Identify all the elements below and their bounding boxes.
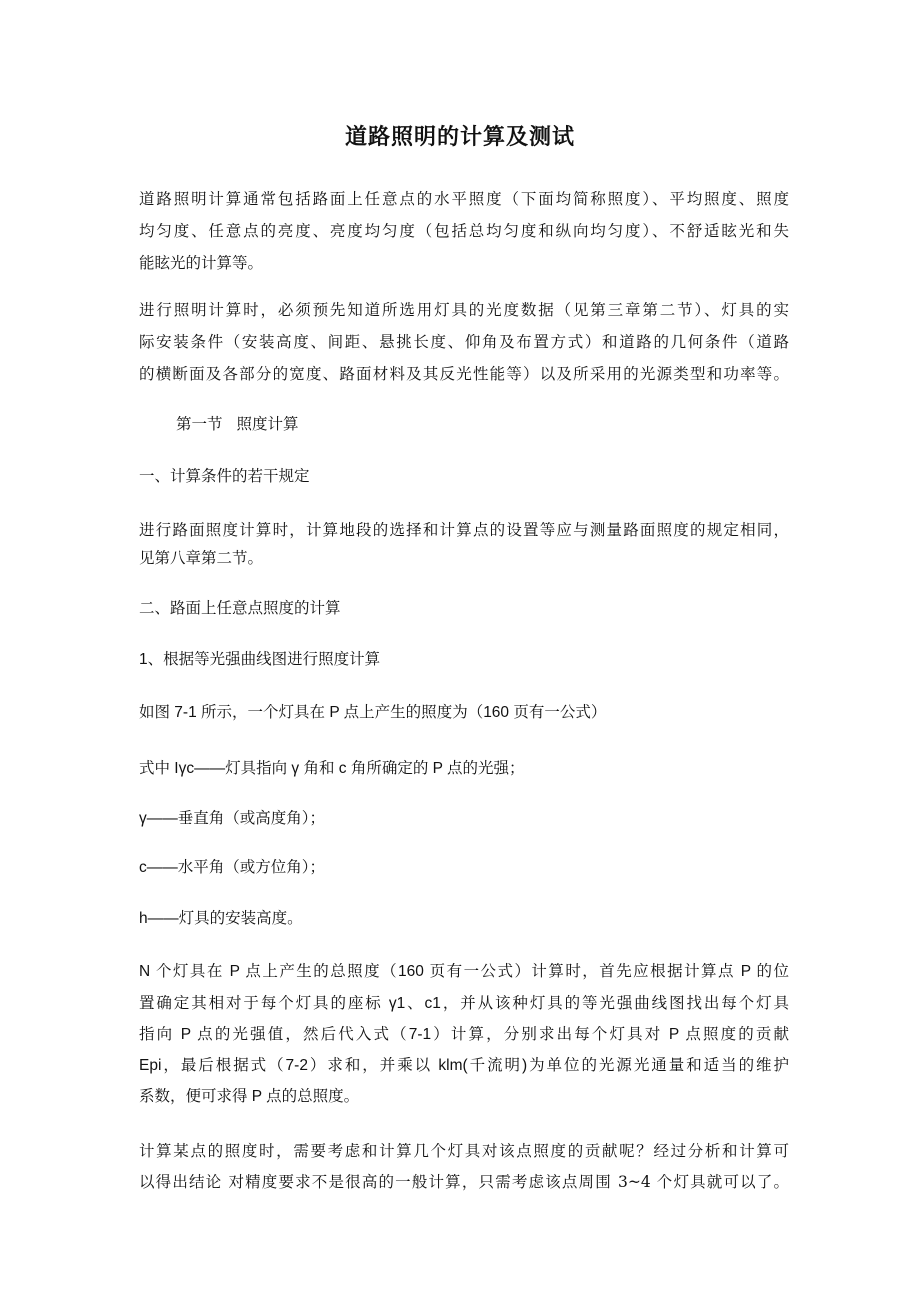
paragraph-line: 见第八章第二节。 bbox=[139, 549, 264, 567]
paragraph-line: 道路照明计算通常包括路面上任意点的水平照度（下面均简称照度）、平均照度、照度 bbox=[139, 190, 789, 208]
definition-item: c——水平角（或方位角）； bbox=[139, 859, 326, 876]
definition-item: γ——垂直角（或高度角）； bbox=[139, 810, 326, 827]
paragraph-line: 置确定其相对于每个灯具的座标 γ1、c1，并从该种灯具的等光强曲线图找出每个灯具 bbox=[139, 995, 789, 1012]
paragraph-line: 计算某点的照度时，需要考虑和计算几个灯具对该点照度的贡献呢？经过分析和计算可 bbox=[139, 1142, 789, 1160]
definition-item: 式中 Iγc——灯具指向 γ 角和 c 角所确定的 P 点的光强； bbox=[139, 760, 525, 777]
paragraph-line: 以得出结论 对精度要求不是很高的一般计算，只需考虑该点周围 3~4 个灯具就可以了。 bbox=[139, 1173, 789, 1191]
subheading-1: 1、根据等光强曲线图进行照度计算 bbox=[139, 651, 381, 668]
figure-reference: 如图 7-1 所示，一个灯具在 P 点上产生的照度为（160 页有一公式） bbox=[139, 704, 607, 721]
paragraph-line: Epi，最后根据式（7-2）求和，并乘以 klm(千流明)为单位的光源光通量和适当的维护 bbox=[139, 1057, 789, 1074]
definition-item: h——灯具的安装高度。 bbox=[139, 910, 303, 927]
paragraph-line: 进行路面照度计算时，计算地段的选择和计算点的设置等应与测量路面照度的规定相同， bbox=[139, 521, 789, 539]
document-title: 道路照明的计算及测试 bbox=[344, 125, 575, 150]
section-name: 照度计算 bbox=[236, 415, 299, 433]
section-heading bbox=[176, 414, 826, 434]
paragraph-line: 能眩光的计算等。 bbox=[139, 254, 264, 272]
section-number: 第一节 bbox=[176, 415, 223, 433]
heading-2: 二、路面上任意点照度的计算 bbox=[139, 599, 341, 617]
paragraph-line: 均匀度、任意点的亮度、亮度均匀度（包括总均匀度和纵向均匀度）、不舒适眩光和失 bbox=[139, 222, 789, 240]
paragraph-line: 进行照明计算时，必须预先知道所选用灯具的光度数据（见第三章第二节）、灯具的实 bbox=[139, 301, 789, 319]
paragraph-line: 的横断面及各部分的宽度、路面材料及其反光性能等）以及所采用的光源类型和功率等。 bbox=[139, 365, 789, 383]
paragraph-line: 系数，便可求得 P 点的总照度。 bbox=[139, 1088, 360, 1105]
heading-1: 一、计算条件的若干规定 bbox=[139, 467, 310, 485]
paragraph-line: 际安装条件（安装高度、间距、悬挑长度、仰角及布置方式）和道路的几何条件（道路 bbox=[139, 333, 789, 351]
paragraph-line: N 个灯具在 P 点上产生的总照度（160 页有一公式）计算时，首先应根据计算点 P 的位 bbox=[139, 963, 789, 980]
paragraph-line: 指向 P 点的光强值，然后代入式（7-1）计算，分别求出每个灯具对 P 点照度的贡献 bbox=[139, 1026, 789, 1043]
